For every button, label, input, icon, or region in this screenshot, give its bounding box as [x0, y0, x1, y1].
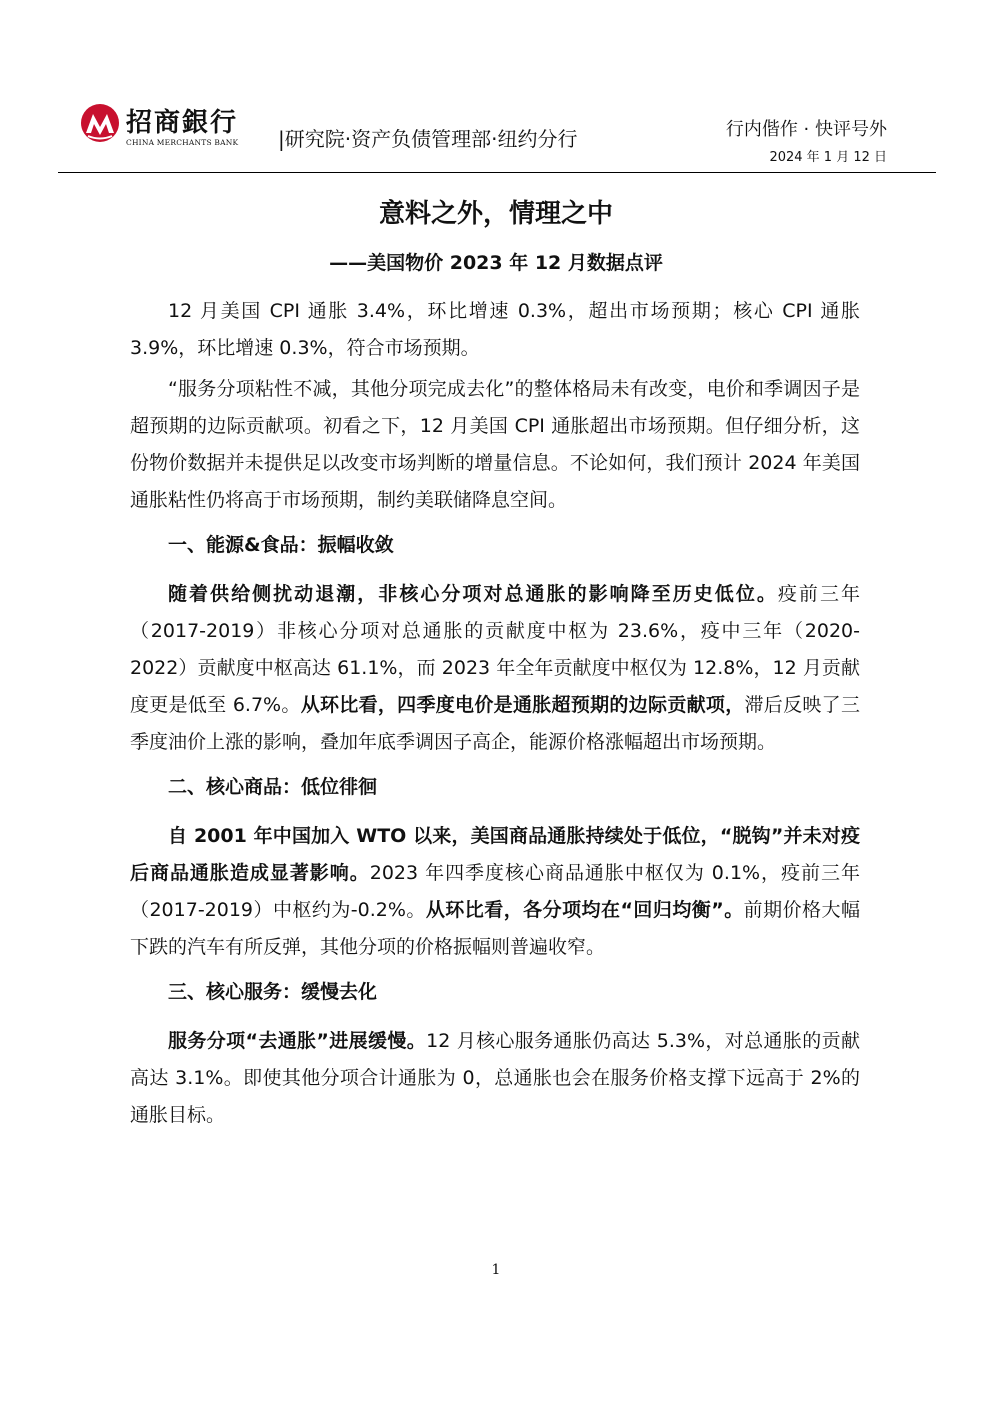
paragraph-summary: 12 月美国 CPI 通胀 3.4%，环比增速 0.3%，超出市场预期；核心 CPI 通胀 3.9%，环比增速 0.3%，符合市场预期。	[130, 300, 860, 359]
header-divider	[58, 172, 936, 173]
section-heading-energy-food: 一、能源&食品：振幅收敛	[168, 534, 394, 556]
report-subtitle: ——美国物价 2023 年 12 月数据点评	[329, 252, 663, 274]
report-date: 2024 年 1 月 12 日	[769, 150, 887, 165]
body-text: 疫前三年（2017-2019）非核心分项对总通胀的贡献度中枢为 23.6%，疫中三年（2020-2022）贡献度中枢高达 61.1%，而 2023 年全年贡献度中枢仅为 12.8%，12 月贡献度更是低至 6.7%。	[130, 583, 860, 716]
china-merchants-bank-logo-icon	[80, 103, 120, 143]
department-label: |研究院·资产负债管理部·纽约分行	[278, 127, 578, 151]
page-header	[0, 0, 992, 175]
report-title: 意料之外，情理之中	[378, 199, 613, 229]
bold-text: 随着供给侧扰动退潮，非核心分项对总通胀的影响降至历史低位。	[168, 583, 778, 605]
paragraph-core-goods	[130, 818, 860, 966]
page-number: 1	[491, 1262, 501, 1278]
bank-logo-english: CHINA MERCHANTS BANK	[126, 138, 239, 147]
paragraph-core-services	[130, 1023, 860, 1134]
bold-text: 从环比看，四季度电价是通胀超预期的边际贡献项，	[300, 694, 745, 716]
body-text: 滞后反映了三季度油价上涨的影响，叠加年底季调因子高企，能源价格涨幅超出市场预期。	[130, 694, 860, 753]
report-body	[130, 293, 860, 1138]
section-heading-core-services: 三、核心服务：缓慢去化	[168, 981, 378, 1003]
bold-text: 服务分项“去通胀”进展缓慢。	[168, 1030, 427, 1052]
series-label: 行内偕作 · 快评号外	[725, 119, 887, 140]
paragraph-energy-food	[130, 576, 860, 761]
body-text: 12 月核心服务通胀仍高达 5.3%，对总通胀的贡献高达 3.1%。即使其他分项合计通胀为 0，总通胀也会在服务价格支撑下远高于 2%的通胀目标。	[130, 1030, 860, 1126]
bold-text: 从环比看，各分项均在“回归均衡”。	[425, 899, 744, 921]
paragraph-overview: “服务分项粘性不减，其他分项完成去化”的整体格局未有改变，电价和季调因子是超预期的边际贡献项。初看之下，12 月美国 CPI 通胀超出市场预期。但仔细分析，这份物价数据并未提供足以改变市场判断的增量信息。不论如何，我们预计 2024 年美国通胀粘性仍将高于市场预期，制约美联储降息空间。	[130, 378, 860, 511]
bank-logo-chinese: 招商銀行	[126, 108, 239, 138]
bold-text: 自 2001 年中国加入 WTO 以来，美国商品通胀持续处于低位，“脱钩”并未对疫后商品通胀造成显著影响。	[130, 825, 860, 884]
body-text: 2023 年四季度核心商品通胀中枢仅为 0.1%，疫前三年（2017-2019）中枢约为-0.2%。	[130, 862, 860, 921]
body-text: 前期价格大幅下跌的汽车有所反弹，其他分项的价格振幅则普遍收窄。	[130, 899, 860, 958]
section-heading-core-goods: 二、核心商品：低位徘徊	[168, 776, 378, 798]
